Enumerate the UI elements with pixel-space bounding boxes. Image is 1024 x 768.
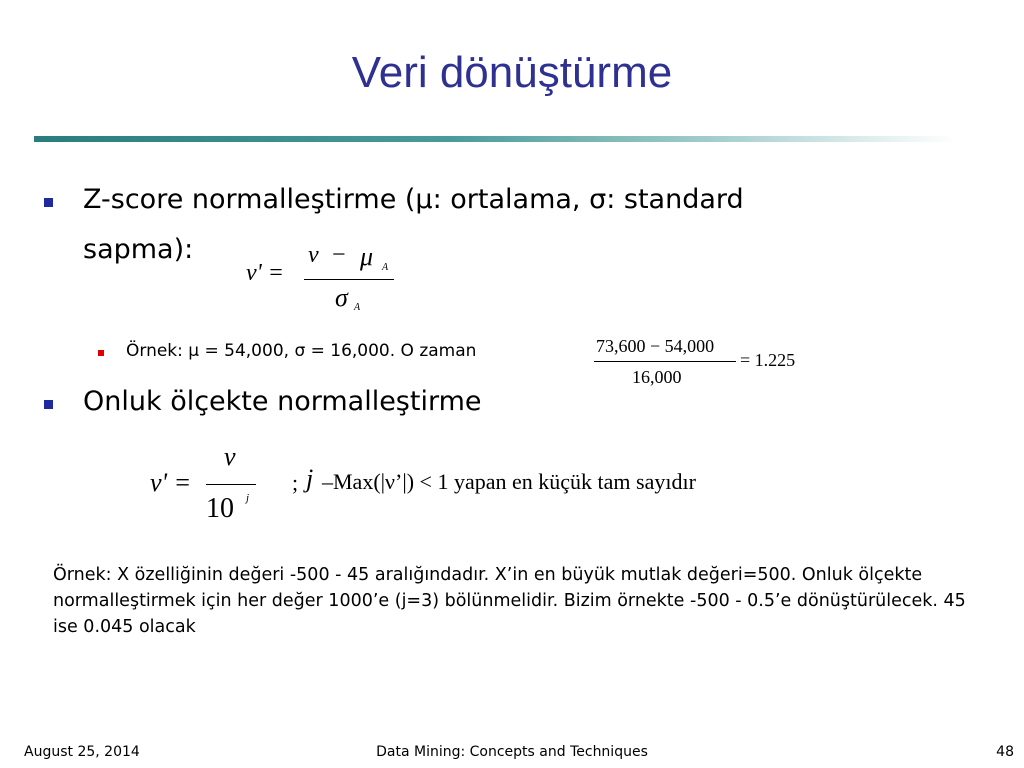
- bullet-marker: [44, 400, 53, 409]
- decimal-exp: j: [246, 492, 250, 504]
- example-note: Örnek: X özelliğinin değeri -500 - 45 aralığındadır. X’in en büyük mutlak değeri=500. Onluk ölçekte normalleştirmek için her değer 1000’e (j=3) bölünmelidir. Bizim örnekte -500 - 0.5’e dönüştürülecek. 45 ise 0.045 olacak: [53, 565, 966, 637]
- title-divider: [34, 136, 956, 142]
- slide-title: Veri dönüştürme: [351, 48, 673, 97]
- zscore-den-sub: A: [354, 302, 361, 313]
- footer-date: August 25, 2014: [24, 744, 140, 760]
- calc-numerator: 73,600 − 54,000: [596, 336, 715, 356]
- zscore-num-minus: −: [332, 242, 346, 268]
- sub-bullet-marker: [98, 350, 104, 356]
- zscore-fraction-bar: [304, 279, 394, 280]
- calc-result: = 1.225: [740, 350, 796, 370]
- footer-page-number: 48: [996, 744, 1014, 760]
- footer-title: Data Mining: Concepts and Techniques: [376, 744, 648, 760]
- zscore-num-sub: A: [382, 262, 389, 273]
- zscore-lhs: v' =: [246, 260, 284, 286]
- calc-denominator: 16,000: [632, 367, 682, 387]
- decimal-fraction-bar: [206, 484, 256, 485]
- decimal-condition: –Max(|ν’|) < 1 yapan en küçük tam sayıdır: [322, 469, 696, 494]
- decimal-separator: ;: [292, 470, 299, 495]
- zscore-num-v: v: [308, 242, 319, 268]
- decimal-num: v: [224, 442, 236, 471]
- bullet-marker: [44, 198, 53, 207]
- bullet-zscore-line1: Z-score normalleştirme (μ: ortalama, σ: standard: [83, 184, 744, 215]
- zscore-den-sigma: σ: [335, 283, 348, 312]
- calc-fraction-bar: [594, 361, 736, 362]
- bullet-decimal-scaling: Onluk ölçekte normalleştirme: [83, 386, 482, 417]
- bullet-zscore-line2: sapma):: [83, 234, 194, 265]
- sub-bullet-example: Örnek: μ = 54,000, σ = 16,000. O zaman: [126, 341, 477, 361]
- decimal-j: j: [306, 464, 314, 493]
- decimal-den: 10: [206, 493, 234, 524]
- zscore-num-mu: μ: [360, 242, 374, 271]
- decimal-lhs: v' =: [150, 468, 192, 497]
